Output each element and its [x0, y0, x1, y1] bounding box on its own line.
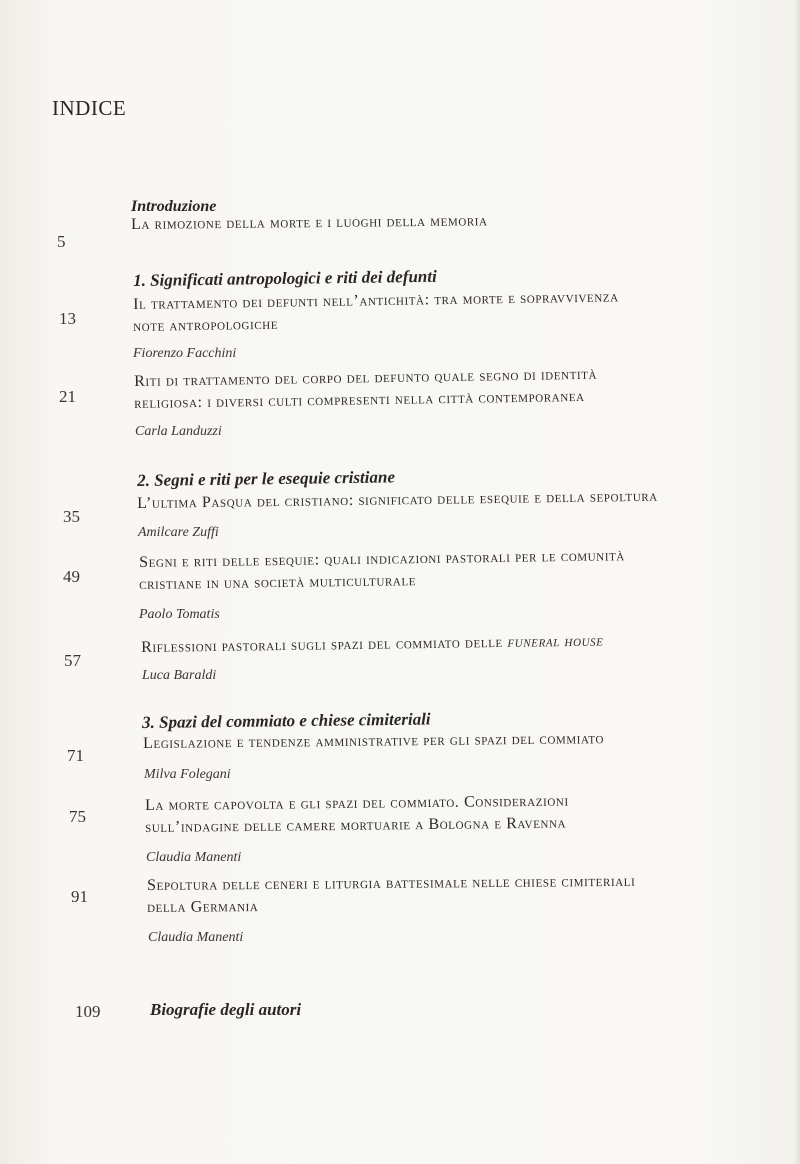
- toc-author: Claudia Manenti: [146, 850, 242, 865]
- toc-page-number: 75: [69, 807, 86, 826]
- toc-page-number: 91: [71, 887, 88, 906]
- page-title: INDICE: [52, 96, 127, 120]
- toc-entry-title-line: Il trattamento dei defunti nell’antichità: tra morte e sopravvivenza: [133, 288, 619, 313]
- toc-entry-title-line: religiosa: i diversi culti compresenti nella città contemporanea: [134, 387, 585, 412]
- toc-entry-title-main: Riflessioni pastorali sugli spazi del commiato delle: [141, 633, 508, 656]
- toc-page-number: 5: [57, 232, 66, 251]
- toc-author: Fiorenzo Facchini: [133, 346, 237, 361]
- toc-author: Carla Landuzzi: [135, 424, 222, 439]
- toc-entry-title-line: note antropologiche: [133, 315, 279, 335]
- toc-entry-title-line: La morte capovolta e gli spazi del commiato. Considerazioni: [145, 792, 569, 814]
- toc-entry-title-line: Riti di trattamento del corpo del defunto quale segno di identità: [134, 365, 598, 390]
- toc-entry-title: La rimozione della morte e i luoghi della memoria: [131, 212, 488, 233]
- intro-heading: Introduzione: [131, 198, 217, 215]
- biographies-heading: Biografie degli autori: [150, 1000, 302, 1019]
- section-1-heading: 1. Significati antropologici e riti dei defunti: [133, 266, 437, 290]
- toc-author: Amilcare Zuffi: [138, 525, 219, 540]
- toc-page-number: 21: [59, 387, 76, 406]
- toc-entry-title-line: cristiane in una società multiculturale: [139, 572, 417, 593]
- page-edge-shadow: [794, 0, 800, 1164]
- toc-page-number: 109: [75, 1002, 101, 1021]
- toc-entry-title-line: Sepoltura delle ceneri e liturgia battesimale nelle chiese cimiteriali: [147, 872, 636, 894]
- toc-page-number: 13: [59, 309, 76, 328]
- section-2-heading: 2. Segni e riti per le esequie cristiane: [137, 467, 396, 490]
- toc-author: Claudia Manenti: [148, 930, 244, 945]
- toc-entry-title-line: Segni e riti delle esequie: quali indicazioni pastorali per le comunità: [139, 547, 626, 571]
- toc-page-number: 71: [67, 746, 84, 765]
- toc-author: Paolo Tomatis: [139, 607, 220, 622]
- toc-entry-title-line: L’ultima Pasqua del cristiano: significato delle esequie e della sepoltura: [137, 487, 658, 512]
- toc-entry-title-line: Legislazione e tendenze amministrative per gli spazi del commiato: [143, 730, 605, 752]
- toc-author: Milva Folegani: [144, 767, 231, 782]
- toc-page-number: 35: [63, 507, 80, 526]
- toc-entry-title-line: della Germania: [147, 898, 259, 916]
- toc-entry-title-italic: funeral house: [507, 632, 604, 651]
- section-3-heading: 3. Spazi del commiato e chiese cimiteriali: [142, 709, 431, 732]
- toc-entry-title-line: [141, 631, 604, 659]
- toc-page-number: 49: [63, 567, 80, 586]
- toc-author: Luca Baraldi: [142, 668, 217, 683]
- toc-page-number: 57: [64, 651, 81, 670]
- toc-entry-title-line: sull’indagine delle camere mortuarie a Bologna e Ravenna: [145, 814, 567, 836]
